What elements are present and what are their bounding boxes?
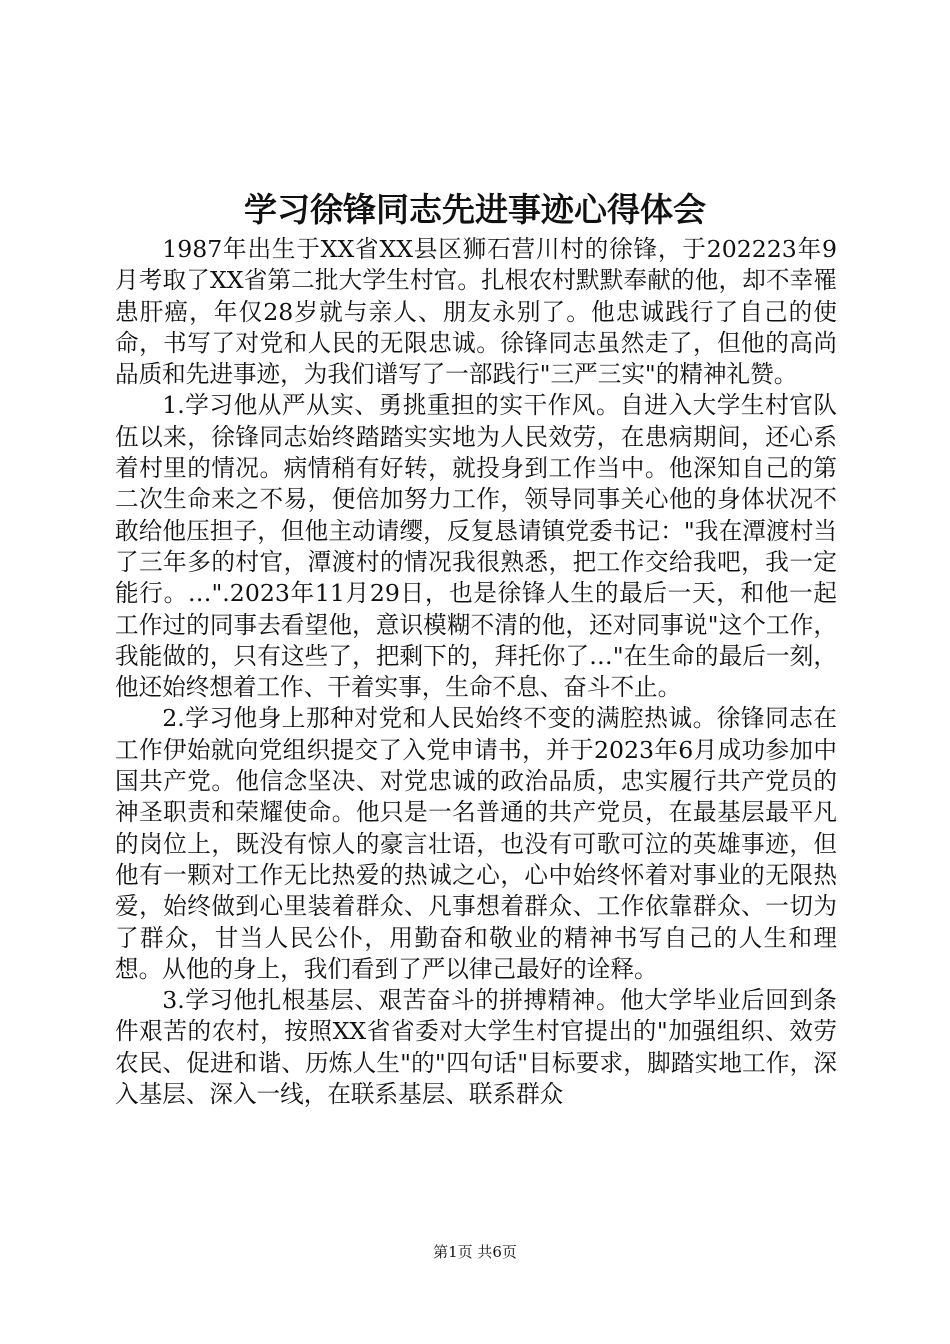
paragraph-intro: 1987年出生于XX省XX县区狮石营川村的徐锋，于202223年9月考取了XX省第二批大学生村官。扎根农村默默奉献的他，却不幸罹患肝癌，年仅28岁就与亲人、朋友永别了。他忠诚践行了自己的使命，书写了对党和人民的无限忠诚。徐锋同志虽然走了，但他的高尚品质和先进事迹，为我们谱写了一部践行"三严三实"的精神礼赞。 — [115, 235, 837, 389]
document-body — [115, 234, 837, 1110]
page-number-footer: 第1页 共6页 — [433, 1243, 517, 1261]
document-title: 学习徐锋同志先进事迹心得体会 — [244, 190, 706, 229]
paragraph-point-1: 1.学习他从严从实、勇挑重担的实干作风。自进入大学生村官队伍以来，徐锋同志始终踏踏实实地为人民效劳，在患病期间，还心系着村里的情况。病情稍有好转，就投身到工作当中。他深知自己的第二次生命来之不易，便倍加努力工作，领导同事关心他的身体状况不敢给他压担子，但他主动请缨，反复恳请镇党委书记："我在潭渡村当了三年多的村官，潭渡村的情况我很熟悉，把工作交给我吧，我一定能行。…".2023年11月29日，也是徐锋人生的最后一天，和他一起工作过的同事去看望他，意识模糊不清的他，还对同事说"这个工作，我能做的，只有这些了，把剩下的，拜托你了…"在生命的最后一刻，他还始终想着工作、干着实事，生命不息、奋斗不止。 — [115, 391, 837, 702]
paragraph-point-3: 3.学习他扎根基层、艰苦奋斗的拼搏精神。他大学毕业后回到条件艰苦的农村，按照XX省省委对大学生村官提出的"加强组织、效劳农民、促进和谐、历炼人生"的"四句话"目标要求，脚踏实地工作，深入基层、深入一线，在联系基层、联系群众 — [115, 986, 837, 1109]
paragraph-point-2: 2.学习他身上那种对党和人民始终不变的满腔热诚。徐锋同志在工作伊始就向党组织提交了入党申请书，并于2023年6月成功参加中国共产党。他信念坚决、对党忠诚的政治品质，忠实履行共产党员的神圣职责和荣耀使命。他只是一名普通的共产党员，在最基层最平凡的岗位上，既没有惊人的豪言壮语，也没有可歌可泣的英雄事迹，但他有一颗对工作无比热爱的热诚之心，心中始终怀着对事业的无限热爱，始终做到心里装着群众、凡事想着群众、工作依靠群众、一切为了群众，甘当人民公仆，用勤奋和敬业的精神书写自己的人生和理想。从他的身上，我们看到了严以律己最好的诠释。 — [115, 704, 837, 983]
